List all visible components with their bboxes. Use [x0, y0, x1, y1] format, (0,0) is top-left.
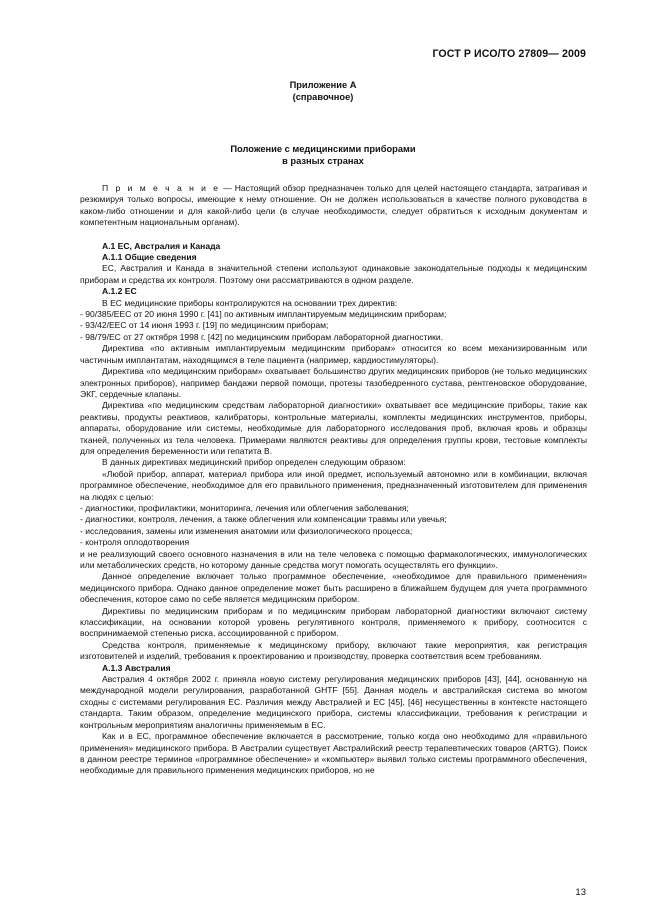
- heading-a11: А.1.1 Общие сведения: [102, 252, 197, 263]
- paragraph: Данное определение включает только программное обеспечение, «необходимое для правильного применения» медицинского прибора. Однако данное определение может быть расширено в ближайшем будущем для учета программного обеспечения, которое само по себе является медицинским прибором.: [80, 571, 587, 605]
- quote-paragraph: «Любой прибор, аппарат, материал прибора или иной предмет, используемый автономно или в комбинации, включая программное обеспечение, необходимое для его правильного применения, предназначенный изготовителем для применения на людях с целью:: [80, 468, 587, 502]
- paragraph: Средства контроля, применяемые к медицинскому прибору, включают такие мероприятия, как регистрация изготовителей и изделий, требования к проектированию и производству, проверка соответствия всем требованиям.: [80, 639, 587, 662]
- list-item: - 98/79/EC от 27 октября 1998 г. [42] по медицинским приборам лабораторной диагностики.: [80, 331, 444, 342]
- paragraph: Директивы по медицинским приборам и по медицинским приборам лабораторной диагностики включают систему классификации, на основании которой уровень регулятивного контроля, применяемого к прибору, соотносится с воспринимаемой степенью риска, ассоциированной с прибором.: [80, 605, 587, 639]
- list-item: - диагностики, контроля, лечения, а также облегчения или компенсации травмы или увечья;: [80, 514, 447, 525]
- paragraph: В ЕС медицинские приборы контролируются на основании трех директив:: [102, 297, 398, 308]
- list-item: - исследования, замены или изменения анатомии или физиологического процесса;: [80, 525, 413, 536]
- annex-title: Приложение А: [289, 80, 357, 90]
- paragraph: Австралия 4 октября 2002 г. приняла новую систему регулирования медицинских приборов [43], [44], основанную на международной модели регулирования, разработанной GHTF [55]. Данная модель и австралийская система во многом сходны с системами регулирования ЕС. Различия между Австралией и ЕС [45], [46] несущественны в контексте настоящего стандарта. Таким образом, определение медицинского прибора, системы классификации, требования к регистрации и контрольным мероприятиям аналогичны применяемым в ЕС.: [80, 674, 587, 730]
- list-item: - контроля оплодотворения: [80, 537, 190, 548]
- document-body: [80, 183, 587, 777]
- annex-type: (справочное): [292, 92, 354, 102]
- standard-designation: ГОСТ Р ИСО/ТО 27809— 2009: [432, 48, 586, 60]
- paragraph: Директива «по активным имплантируемым медицинским приборам» относится ко всем механизированным или частичным имплантатам, находящимся в теле пациента (например, кардиостимуляторы).: [80, 343, 587, 365]
- paragraph: Директива «по медицинским приборам» охватывает большинство других медицинских приборов (не только медицинских электронных приборов), например бандажи первой помощи, протезы тазобедренного сустава, рентгеновское оборудование, ЭКГ, сердечные клапаны.: [80, 366, 587, 399]
- section-title-line1: Положение с медицинскими приборами: [230, 144, 416, 154]
- note-paragraph: [80, 183, 587, 229]
- quote-end-paragraph: и не реализующий своего основного назначения в или на теле человека с помощью фармакологических, иммунологических или метаболических средств, но которому данные средства могут помогать осуществлять его функции».: [80, 548, 587, 570]
- paragraph: Директива «по медицинским средствам лабораторной диагностики» охватывает все медицинские приборы, такие как реактивы, продукты реактивов, калибраторы, контрольные материалы, комплекты медицинских инструментов, приборы, аппараты, оборудование или системы, необходимые для лабораторного исследования проб, включая кровь и образцы тканей, полученных из тела человека. Примерами являются реактивы для определения группы крови, тестовые комплекты для определения беременности или гепатита В.: [80, 400, 587, 456]
- list-item: - 90/385/EEC от 20 июня 1990 г. [41] по активным имплантируемым медицинским приборам;: [80, 309, 447, 320]
- heading-a12: А.1.2 ЕС: [102, 286, 137, 297]
- heading-a1: А.1 ЕС, Австралия и Канада: [102, 240, 221, 251]
- paragraph: В данных директивах медицинский прибор определен следующим образом:: [102, 457, 406, 468]
- note-label: П р и м е ч а н и е: [102, 183, 221, 193]
- heading-a13: А.1.3 Австралия: [102, 662, 171, 673]
- section-title-line2: в разных странах: [282, 156, 364, 166]
- note-text: — Настоящий обзор предназначен только для целей настоящего стандарта, затрагивая и резюмируя только вопросы, имеющие к нему отношение. Он не должен использоваться в качестве полного руководства в каком-либо отношении и для какой-либо цели (в случае необходимости, следует обратиться к исходным документам и компетентным национальным органам).: [80, 183, 587, 228]
- list-item: - диагностики, профилактики, мониторинга, лечения или облегчения заболевания;: [80, 502, 409, 513]
- list-item: - 93/42/EEC от 14 июня 1993 г. [19] по медицинским приборам;: [80, 320, 329, 331]
- paragraph: Как и в ЕС, программное обеспечение включается в рассмотрение, только когда оно необходимо для «правильного применения» медицинского прибора. В Австралии существует Австралийский реестр терапевтических товаров (ARTG). Поиск в данном реестре терминов «программное обеспечение» и «компьютер» выявил только системы программного обеспечения, необходимые для правильного применения медицинских приборов, но не: [80, 731, 587, 776]
- page-number: 13: [575, 887, 586, 898]
- paragraph: ЕС, Австралия и Канада в значительной степени используют одинаковые законодательные подходы к медицинским приборам и средства их контроля. Поэтому они рассматриваются в одном разделе.: [80, 263, 587, 285]
